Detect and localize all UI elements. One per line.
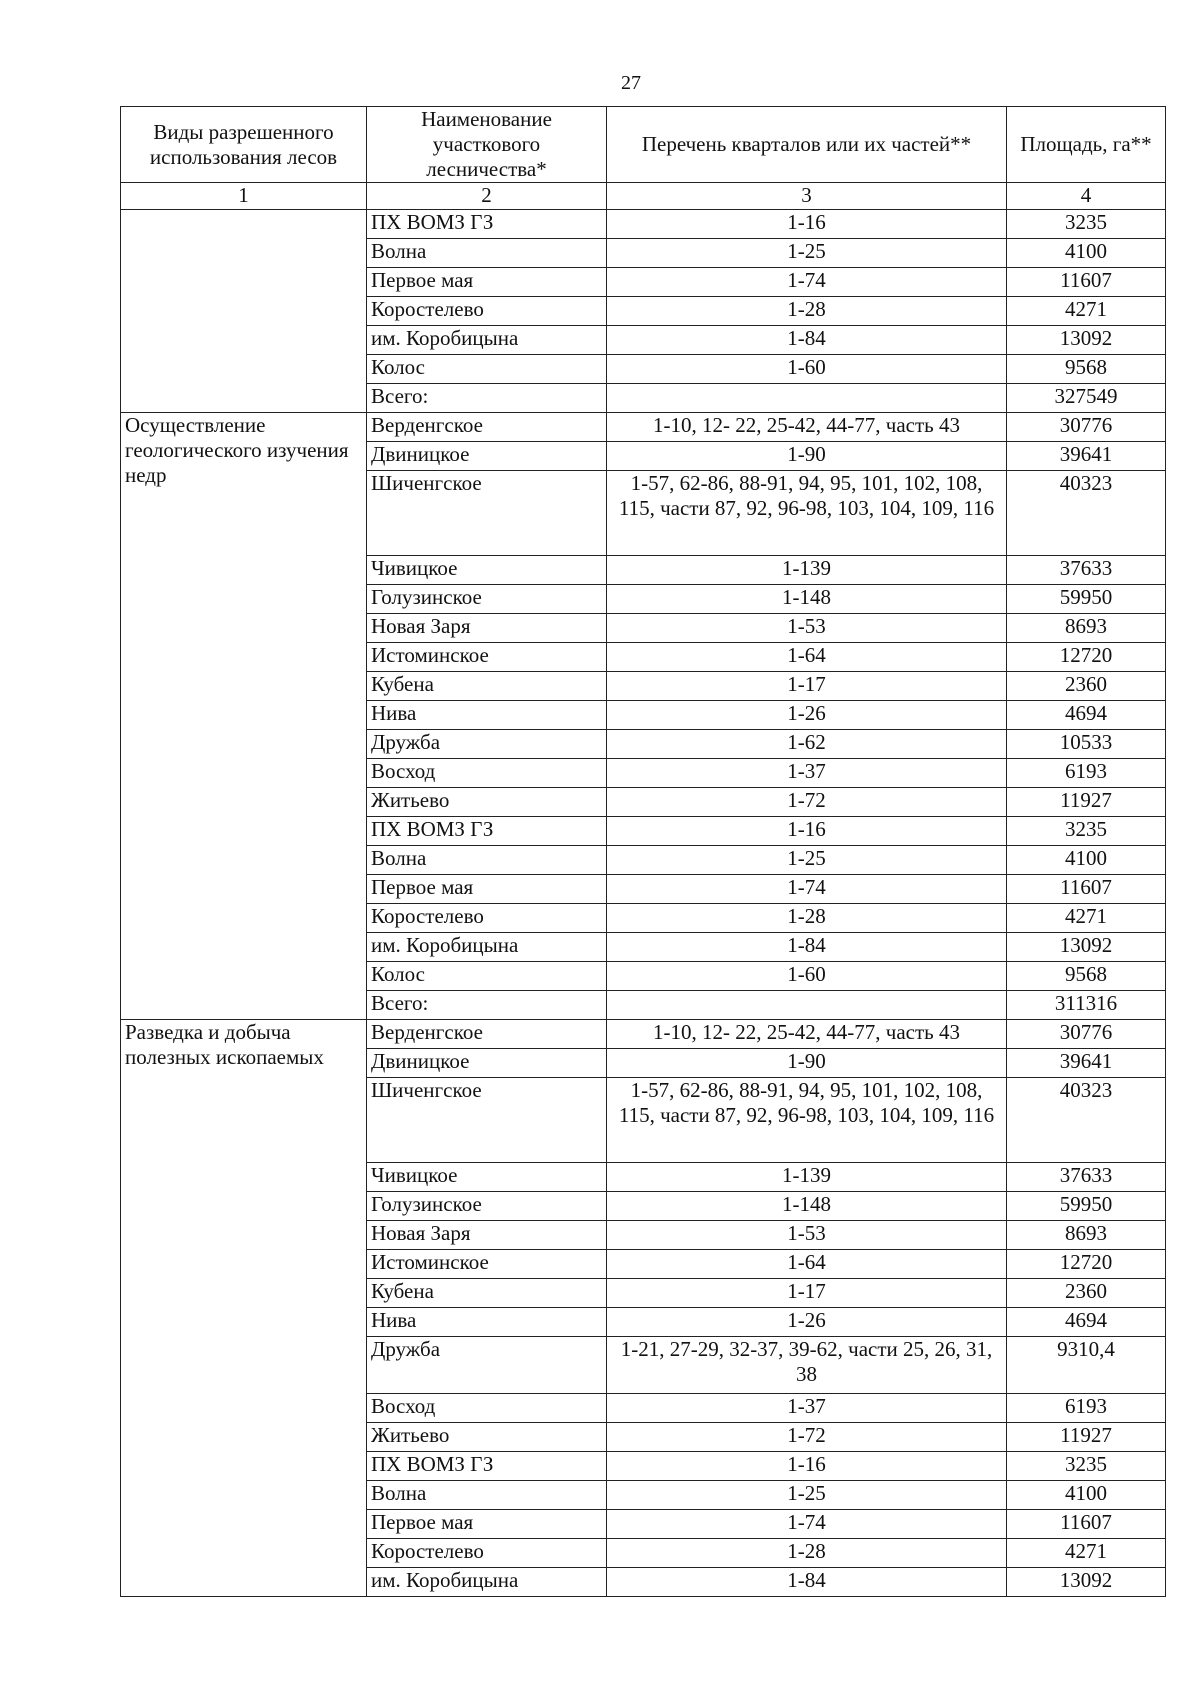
quarters-cell: 1-62 [607, 730, 1007, 759]
table-header-row [121, 107, 1166, 183]
header-quarters: Перечень кварталов или их частей** [607, 107, 1007, 183]
area-cell: 8693 [1007, 614, 1166, 643]
area-cell: 2360 [1007, 672, 1166, 701]
forestry-name-cell: Шиченгское [367, 1078, 607, 1163]
area-cell: 10533 [1007, 730, 1166, 759]
area-cell: 9310,4 [1007, 1337, 1166, 1394]
area-cell: 11927 [1007, 788, 1166, 817]
forestry-name-cell: ПХ ВОМЗ ГЗ [367, 1452, 607, 1481]
forestry-name-cell: Верденгское [367, 1020, 607, 1049]
area-cell: 4271 [1007, 1539, 1166, 1568]
forestry-name-cell: им. Коробицына [367, 933, 607, 962]
forest-use-table [120, 106, 1166, 1597]
area-cell: 11607 [1007, 1510, 1166, 1539]
quarters-cell: 1-21, 27-29, 32-37, 39-62, части 25, 26, 31, 38 [607, 1337, 1007, 1394]
header-use-type: Виды разрешенного использования лесов [121, 107, 367, 183]
area-cell: 8693 [1007, 1221, 1166, 1250]
table-column-number-row [121, 183, 1166, 210]
area-cell: 4100 [1007, 846, 1166, 875]
area-cell: 9568 [1007, 355, 1166, 384]
forestry-name-cell: Чивицкое [367, 1163, 607, 1192]
area-cell: 327549 [1007, 384, 1166, 413]
quarters-cell: 1-84 [607, 1568, 1007, 1597]
table-row [121, 210, 1166, 239]
quarters-cell: 1-28 [607, 1539, 1007, 1568]
quarters-cell: 1-74 [607, 268, 1007, 297]
area-cell: 311316 [1007, 991, 1166, 1020]
forestry-name-cell: Колос [367, 355, 607, 384]
quarters-cell: 1-28 [607, 297, 1007, 326]
quarters-cell: 1-139 [607, 1163, 1007, 1192]
area-cell: 30776 [1007, 413, 1166, 442]
area-cell: 30776 [1007, 1020, 1166, 1049]
forestry-name-cell: Первое мая [367, 1510, 607, 1539]
quarters-cell: 1-139 [607, 556, 1007, 585]
column-number: 1 [121, 183, 367, 210]
forestry-name-cell: Всего: [367, 384, 607, 413]
forestry-name-cell: Истоминское [367, 643, 607, 672]
forestry-name-cell: Двиницкое [367, 442, 607, 471]
use-type-cell: Разведка и добыча полезных ископаемых [121, 1020, 367, 1597]
forestry-name-cell: им. Коробицына [367, 1568, 607, 1597]
area-cell: 59950 [1007, 1192, 1166, 1221]
forestry-name-cell: Коростелево [367, 904, 607, 933]
quarters-cell: 1-74 [607, 875, 1007, 904]
quarters-cell: 1-26 [607, 1308, 1007, 1337]
area-cell: 13092 [1007, 933, 1166, 962]
area-cell: 13092 [1007, 1568, 1166, 1597]
forestry-name-cell: Новая Заря [367, 1221, 607, 1250]
quarters-cell: 1-10, 12- 22, 25-42, 44-77, часть 43 [607, 413, 1007, 442]
quarters-cell: 1-53 [607, 1221, 1007, 1250]
use-type-cell: Осуществление геологического изучения недр [121, 413, 367, 1020]
quarters-cell: 1-57, 62-86, 88-91, 94, 95, 101, 102, 108, 115, части 87, 92, 96-98, 103, 104, 109, 116 [607, 471, 1007, 556]
forestry-name-cell: Восход [367, 1394, 607, 1423]
area-cell: 6193 [1007, 1394, 1166, 1423]
column-number: 4 [1007, 183, 1166, 210]
area-cell: 40323 [1007, 471, 1166, 556]
forestry-name-cell: Двиницкое [367, 1049, 607, 1078]
area-cell: 59950 [1007, 585, 1166, 614]
area-cell: 11927 [1007, 1423, 1166, 1452]
forestry-name-cell: Голузинское [367, 1192, 607, 1221]
quarters-cell: 1-84 [607, 326, 1007, 355]
quarters-cell: 1-72 [607, 788, 1007, 817]
forestry-name-cell: Дружба [367, 730, 607, 759]
quarters-cell: 1-60 [607, 962, 1007, 991]
quarters-cell: 1-17 [607, 1279, 1007, 1308]
quarters-cell: 1-72 [607, 1423, 1007, 1452]
forestry-name-cell: Житьево [367, 1423, 607, 1452]
quarters-cell: 1-25 [607, 1481, 1007, 1510]
quarters-cell: 1-148 [607, 585, 1007, 614]
quarters-cell: 1-37 [607, 759, 1007, 788]
quarters-cell: 1-90 [607, 1049, 1007, 1078]
area-cell: 2360 [1007, 1279, 1166, 1308]
area-cell: 4271 [1007, 297, 1166, 326]
area-cell: 3235 [1007, 210, 1166, 239]
forestry-name-cell: Всего: [367, 991, 607, 1020]
forestry-name-cell: Шиченгское [367, 471, 607, 556]
quarters-cell: 1-53 [607, 614, 1007, 643]
area-cell: 39641 [1007, 442, 1166, 471]
area-cell: 12720 [1007, 643, 1166, 672]
table-row [121, 413, 1166, 442]
quarters-cell: 1-16 [607, 1452, 1007, 1481]
quarters-cell [607, 384, 1007, 413]
area-cell: 4100 [1007, 1481, 1166, 1510]
forestry-name-cell: Истоминское [367, 1250, 607, 1279]
quarters-cell: 1-148 [607, 1192, 1007, 1221]
quarters-cell: 1-64 [607, 1250, 1007, 1279]
header-forestry-name: Наименование участкового лесничества* [367, 107, 607, 183]
quarters-cell: 1-57, 62-86, 88-91, 94, 95, 101, 102, 108, 115, части 87, 92, 96-98, 103, 104, 109, 116 [607, 1078, 1007, 1163]
area-cell: 4694 [1007, 1308, 1166, 1337]
quarters-cell: 1-60 [607, 355, 1007, 384]
forestry-name-cell: Голузинское [367, 585, 607, 614]
area-cell: 9568 [1007, 962, 1166, 991]
forestry-name-cell: Волна [367, 846, 607, 875]
forestry-name-cell: Кубена [367, 1279, 607, 1308]
forestry-name-cell: Житьево [367, 788, 607, 817]
forestry-name-cell: Первое мая [367, 875, 607, 904]
quarters-cell [607, 991, 1007, 1020]
column-number: 2 [367, 183, 607, 210]
area-cell: 3235 [1007, 817, 1166, 846]
forestry-name-cell: ПХ ВОМЗ ГЗ [367, 210, 607, 239]
quarters-cell: 1-37 [607, 1394, 1007, 1423]
forestry-name-cell: ПХ ВОМЗ ГЗ [367, 817, 607, 846]
quarters-cell: 1-25 [607, 846, 1007, 875]
forestry-name-cell: Нива [367, 1308, 607, 1337]
forestry-name-cell: Коростелево [367, 297, 607, 326]
quarters-cell: 1-84 [607, 933, 1007, 962]
column-number: 3 [607, 183, 1007, 210]
table-body [121, 210, 1166, 1597]
use-type-cell [121, 210, 367, 413]
area-cell: 4271 [1007, 904, 1166, 933]
forestry-name-cell: Волна [367, 239, 607, 268]
area-cell: 37633 [1007, 1163, 1166, 1192]
area-cell: 11607 [1007, 875, 1166, 904]
forestry-name-cell: Нива [367, 701, 607, 730]
quarters-cell: 1-25 [607, 239, 1007, 268]
forestry-name-cell: Восход [367, 759, 607, 788]
forestry-name-cell: Новая Заря [367, 614, 607, 643]
area-cell: 3235 [1007, 1452, 1166, 1481]
area-cell: 6193 [1007, 759, 1166, 788]
forestry-name-cell: Чивицкое [367, 556, 607, 585]
page-number: 27 [621, 72, 641, 94]
quarters-cell: 1-90 [607, 442, 1007, 471]
forestry-name-cell: им. Коробицына [367, 326, 607, 355]
area-cell: 40323 [1007, 1078, 1166, 1163]
table-row [121, 1020, 1166, 1049]
area-cell: 4694 [1007, 701, 1166, 730]
forestry-name-cell: Дружба [367, 1337, 607, 1394]
forestry-name-cell: Волна [367, 1481, 607, 1510]
quarters-cell: 1-28 [607, 904, 1007, 933]
quarters-cell: 1-10, 12- 22, 25-42, 44-77, часть 43 [607, 1020, 1007, 1049]
area-cell: 11607 [1007, 268, 1166, 297]
forestry-name-cell: Колос [367, 962, 607, 991]
area-cell: 39641 [1007, 1049, 1166, 1078]
quarters-cell: 1-64 [607, 643, 1007, 672]
forestry-name-cell: Кубена [367, 672, 607, 701]
quarters-cell: 1-16 [607, 210, 1007, 239]
quarters-cell: 1-74 [607, 1510, 1007, 1539]
area-cell: 4100 [1007, 239, 1166, 268]
forestry-name-cell: Коростелево [367, 1539, 607, 1568]
header-area: Площадь, га** [1007, 107, 1166, 183]
forestry-name-cell: Верденгское [367, 413, 607, 442]
forestry-name-cell: Первое мая [367, 268, 607, 297]
quarters-cell: 1-26 [607, 701, 1007, 730]
quarters-cell: 1-16 [607, 817, 1007, 846]
area-cell: 37633 [1007, 556, 1166, 585]
area-cell: 12720 [1007, 1250, 1166, 1279]
quarters-cell: 1-17 [607, 672, 1007, 701]
area-cell: 13092 [1007, 326, 1166, 355]
